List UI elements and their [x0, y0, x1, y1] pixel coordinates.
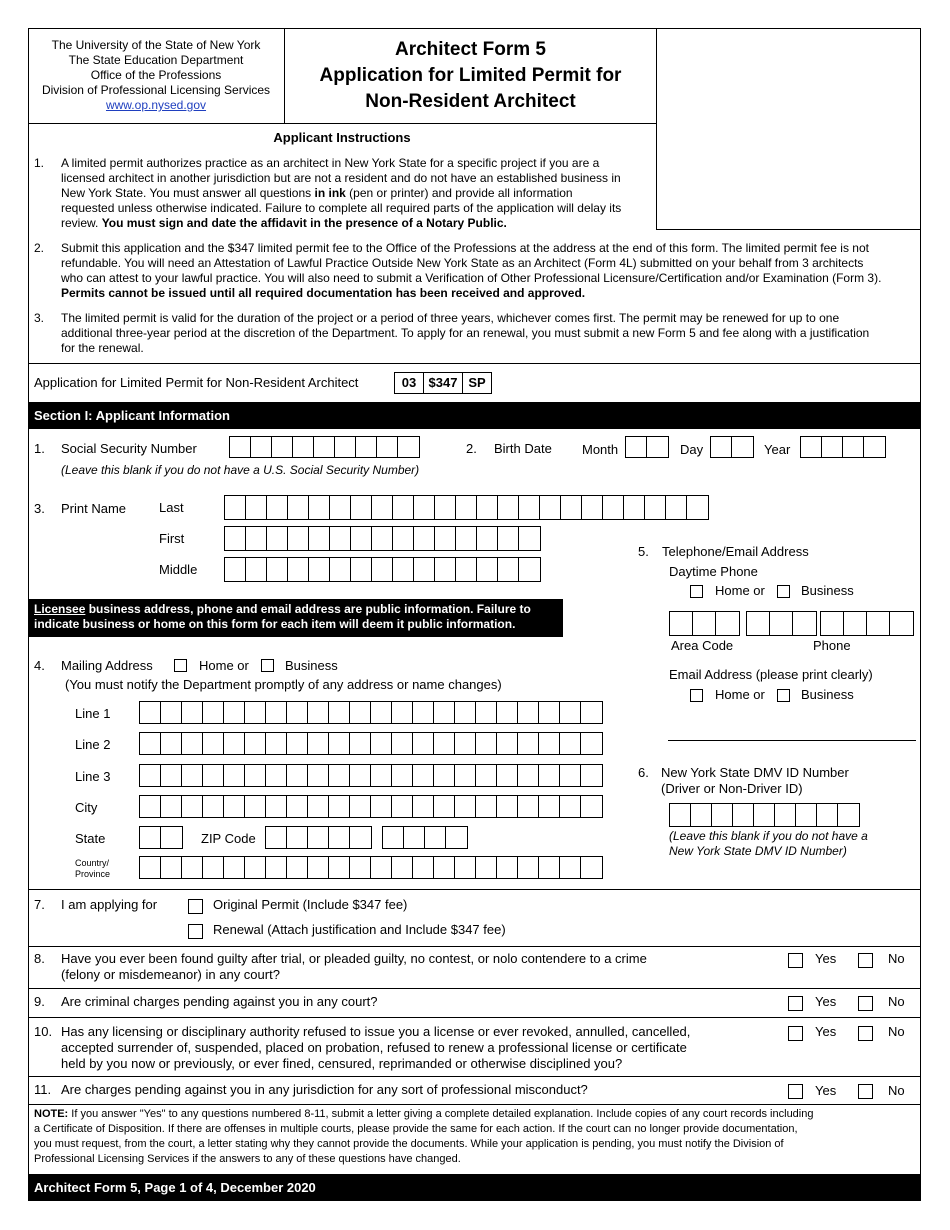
last-name-input[interactable]	[224, 495, 709, 520]
zip-label: ZIP Code	[201, 831, 256, 846]
question-num: 8.	[34, 951, 45, 966]
phone-home-checkbox[interactable]	[690, 585, 703, 598]
instruction-line: for the renewal.	[61, 341, 144, 355]
email-business-checkbox[interactable]	[777, 689, 790, 702]
instruction-line: who can attest to your lawful practice. You will also need to submit a Verification of Other Professional Licensure/Certification and/or Examination (Form 3).	[61, 271, 882, 285]
fee-code: SP	[468, 375, 486, 390]
address-line2-input[interactable]	[139, 732, 603, 755]
q8-yes-checkbox[interactable]	[788, 953, 803, 968]
form-title	[285, 37, 656, 115]
yes-label: Yes	[815, 951, 837, 966]
fee-code: 03	[395, 373, 424, 393]
first-name-label: First	[159, 531, 185, 546]
yes-label: Yes	[815, 1083, 837, 1098]
agency-line: The University of the State of New York	[51, 38, 261, 52]
zip-input[interactable]	[265, 826, 372, 849]
rule	[28, 363, 921, 364]
renewal-checkbox[interactable]	[188, 924, 203, 939]
field-num: 5.	[638, 544, 649, 559]
original-permit-label: Original Permit (Include $347 fee)	[213, 897, 408, 912]
email-home-label: Home or	[715, 687, 765, 702]
question-10: Has any licensing or disciplinary authority refused to issue you a license or ever revoked, annulled, cancelled, accepted surrender of, suspended, placed on probation, refused to renew a professional license or certificate held by you now or previously, or ever fined, censured, reprimanded or otherwise disciplined you?	[61, 1024, 691, 1071]
instruction-2	[61, 241, 917, 301]
agency-line: Office of the Professions	[90, 68, 222, 82]
birth-year-input[interactable]	[800, 436, 886, 458]
mailing-note: (You must notify the Department promptly of any address or name changes)	[65, 677, 502, 692]
print-name-label: Print Name	[61, 501, 127, 516]
rule	[28, 889, 921, 890]
email-label: Email Address (please print clearly)	[669, 667, 873, 682]
instruction-line: requested unless otherwise indicated. Failure to complete all required parts of the application will delay its	[61, 201, 622, 215]
month-label: Month	[582, 442, 619, 457]
field-num: 3.	[34, 501, 45, 516]
q10-no-checkbox[interactable]	[858, 1026, 873, 1041]
rule	[28, 946, 921, 947]
instruction-line: A limited permit authorizes practice as an architect in New York State for a specific project if you are a	[61, 156, 600, 170]
instruction-line: Permits cannot be issued until all required documentation has been received and approved.	[61, 286, 586, 300]
title-line: Application for Limited Permit for	[319, 65, 622, 86]
email-business-label: Business	[801, 687, 854, 702]
q11-yes-checkbox[interactable]	[788, 1084, 803, 1099]
middle-name-input[interactable]	[224, 557, 541, 582]
mailing-business-checkbox[interactable]	[261, 659, 274, 672]
last-name-label: Last	[159, 500, 184, 515]
instruction-num: 3.	[34, 311, 45, 325]
phone-number-input-2[interactable]	[820, 611, 914, 636]
instruction-num: 2.	[34, 241, 45, 255]
ssn-label: Social Security Number	[61, 441, 197, 456]
business-label: Business	[285, 658, 338, 673]
instruction-line: review. You must sign and date the affidavit in the presence of a Notary Public.	[61, 216, 507, 230]
phone-business-checkbox[interactable]	[777, 585, 790, 598]
mailing-address-label: Mailing Address	[61, 658, 153, 673]
instruction-3	[61, 311, 917, 356]
instruction-line: New York State. You must answer all questions in ink (pen or printer) and provide all information	[61, 186, 573, 200]
instruction-line: refundable. You will need an Attestation of Lawful Practice Outside New York State as an Architect (Form 4L) submitted on your behalf from 3 architects	[61, 256, 864, 270]
country-label: Country/ Province	[75, 858, 111, 879]
phone-label: Phone	[813, 638, 851, 653]
dmv-id-input[interactable]	[669, 803, 860, 827]
city-input[interactable]	[139, 795, 603, 818]
field-num: 1.	[34, 441, 45, 456]
q9-yes-checkbox[interactable]	[788, 996, 803, 1011]
footer-bar: Architect Form 5, Page 1 of 4, December 2020	[29, 1174, 920, 1201]
area-code-label: Area Code	[671, 638, 734, 653]
phone-home-label: Home or	[715, 583, 765, 598]
instruction-1	[61, 156, 653, 231]
instruction-line: Submit this application and the $347 limited permit fee to the Office of the Professions at the address at the end of this form. The limited permit fee is not	[61, 241, 869, 255]
ssn-input[interactable]	[229, 436, 420, 458]
ssn-note: (Leave this blank if you do not have a U.S. Social Security Number)	[61, 463, 420, 477]
header-bottom-rule	[28, 123, 657, 124]
fee-code: $347	[424, 373, 463, 393]
instructions-heading: Applicant Instructions	[273, 130, 411, 145]
website-link[interactable]: www.op.nysed.gov	[105, 98, 207, 112]
no-label: No	[888, 994, 905, 1009]
agency-line: The State Education Department	[68, 53, 244, 67]
no-label: No	[888, 1024, 905, 1039]
fee-code-box	[394, 372, 492, 394]
code-row-label: Application for Limited Permit for Non-Resident Architect	[34, 375, 359, 390]
email-home-checkbox[interactable]	[690, 689, 703, 702]
title-line: Architect Form 5	[395, 39, 546, 60]
rule	[28, 1017, 921, 1018]
state-input[interactable]	[139, 826, 183, 849]
instruction-line: licensed architect in another jurisdiction but are not a resident and do not have an established business in	[61, 171, 621, 185]
rule	[28, 1076, 921, 1077]
first-name-input[interactable]	[224, 526, 541, 551]
field-num: 2.	[466, 441, 477, 456]
agency-line: Division of Professional Licensing Services	[41, 83, 271, 97]
zip-plus4-input[interactable]	[382, 826, 468, 849]
country-input[interactable]	[139, 856, 603, 879]
no-label: No	[888, 951, 905, 966]
question-9: Are criminal charges pending against you in any court?	[61, 994, 378, 1009]
question-num: 9.	[34, 994, 45, 1009]
telephone-email-label: Telephone/Email Address	[662, 544, 809, 559]
photo-box-bottom	[656, 229, 921, 230]
day-label: Day	[680, 442, 704, 457]
yes-label: Yes	[815, 994, 837, 1009]
dmv-sublabel: (Driver or Non-Driver ID)	[661, 781, 803, 796]
dmv-note: (Leave this blank if you do not have a New York State DMV ID Number)	[669, 829, 868, 858]
q9-no-checkbox[interactable]	[858, 996, 873, 1011]
phone-business-label: Business	[801, 583, 854, 598]
field-num: 7.	[34, 897, 45, 912]
instruction-num: 1.	[34, 156, 45, 170]
renewal-label: Renewal (Attach justification and Include $347 fee)	[213, 922, 506, 937]
header-divider-right	[656, 28, 657, 230]
area-code-input[interactable]	[669, 611, 740, 636]
applying-label: I am applying for	[61, 897, 158, 912]
middle-name-label: Middle	[159, 562, 198, 577]
question-num: 10.	[34, 1024, 53, 1039]
instruction-line: additional three-year period at the discretion of the Department. To apply for an renewal, you must submit a new Form 5 and fee along with a justification	[61, 326, 870, 340]
q11-no-checkbox[interactable]	[858, 1084, 873, 1099]
birth-day-input[interactable]	[710, 436, 754, 458]
dmv-label: New York State DMV ID Number	[661, 765, 849, 780]
q8-no-checkbox[interactable]	[858, 953, 873, 968]
agency-block	[28, 38, 284, 113]
question-11: Are charges pending against you in any jurisdiction for any sort of professional misconduct?	[61, 1082, 588, 1097]
state-label: State	[75, 831, 106, 846]
mailing-home-checkbox[interactable]	[174, 659, 187, 672]
rule	[28, 988, 921, 989]
birth-month-input[interactable]	[625, 436, 669, 458]
phone-number-input[interactable]	[746, 611, 817, 636]
address-line1-input[interactable]	[139, 701, 603, 724]
section-header: Section I: Applicant Information	[29, 402, 920, 429]
address-line2-label: Line 2	[75, 737, 111, 752]
email-input-line[interactable]	[668, 740, 916, 741]
address-line1-label: Line 1	[75, 706, 111, 721]
city-label: City	[75, 800, 98, 815]
birth-date-label: Birth Date	[494, 441, 552, 456]
question-8: Have you ever been found guilty after trial, or pleaded guilty, no contest, or nolo contendere to a crime (felony or misdemeanor) in any court?	[61, 951, 647, 982]
original-permit-checkbox[interactable]	[188, 899, 203, 914]
question-num: 11.	[34, 1082, 52, 1097]
field-num: 6.	[638, 765, 649, 780]
daytime-phone-label: Daytime Phone	[669, 564, 758, 579]
note-block: NOTE: If you answer "Yes" to any questions numbered 8-11, submit a letter giving a complete detailed explanation. Include copies of any court records including a Certificate of Disposition. If there are offenses in multiple courts, please provide the same for each action. If the court can no longer provide documentation, you must request, from the court, a letter stating why they cannot provide the documents. While your application is pending, you must notify the Division of Professional Licensing Services if the answers to any of these questions have changed.	[34, 1108, 814, 1165]
yes-label: Yes	[815, 1024, 837, 1039]
address-line3-input[interactable]	[139, 764, 603, 787]
public-info-notice: Licensee business address, phone and email address are public information. Failure to indicate business or home on this form for each item will deem it public information.	[29, 599, 563, 637]
q10-yes-checkbox[interactable]	[788, 1026, 803, 1041]
year-label: Year	[764, 442, 791, 457]
address-line3-label: Line 3	[75, 769, 111, 784]
no-label: No	[888, 1083, 905, 1098]
field-num: 4.	[34, 658, 45, 673]
home-or-label: Home or	[199, 658, 249, 673]
title-line: Non-Resident Architect	[365, 91, 576, 112]
instruction-line: The limited permit is valid for the duration of the project or a period of three years, whichever comes first. The permit may be renewed for up to one	[61, 311, 840, 325]
rule	[28, 1104, 921, 1105]
